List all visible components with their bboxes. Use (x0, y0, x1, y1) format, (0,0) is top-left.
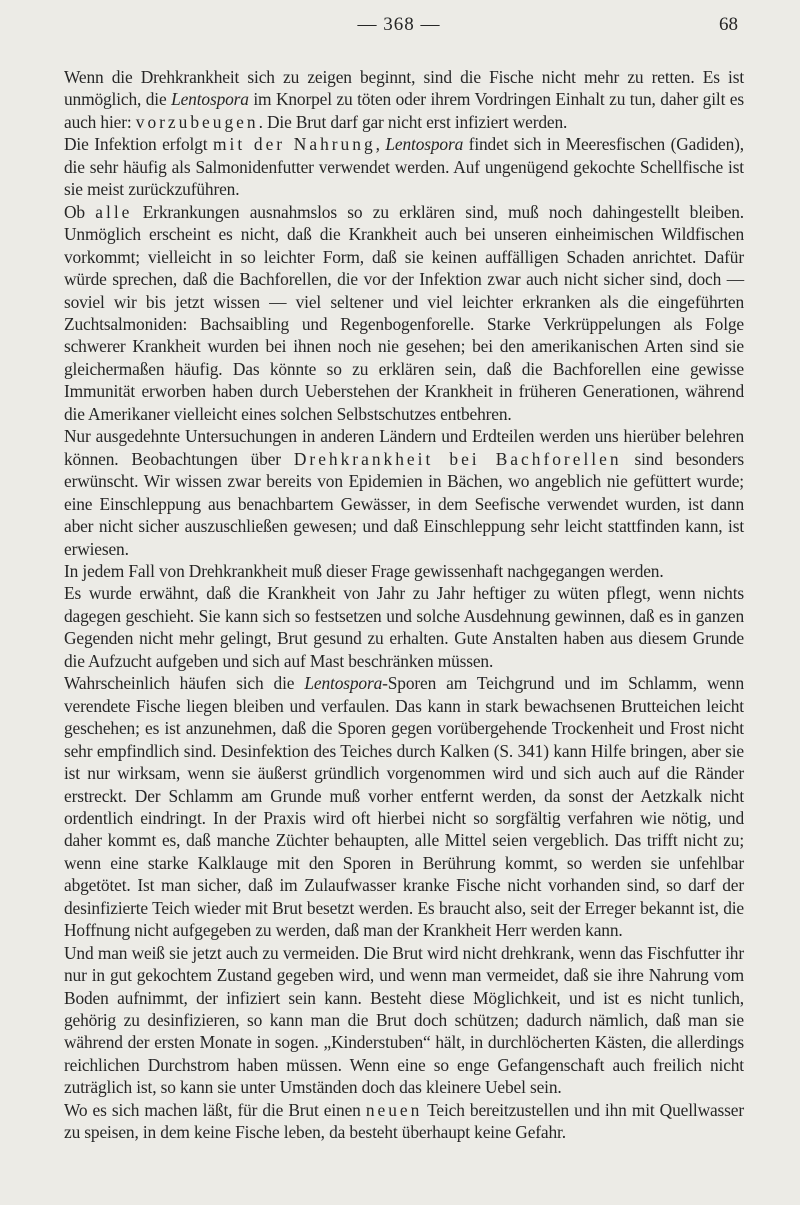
text-run: Erkrankungen ausnahmslos so zu erklären sind, muß noch dahingestellt bleiben. Unmöglich erscheint es nicht, daß die Krankheit auch bei unseren einheimischen Wildfischen vorkommt; vielleicht in so leichter Form, daß sie keinen auffälligen Schaden anrichtet. Dafür würde sprechen, daß die Bachforellen, die vor der Infektion zwar auch nicht sicher sind, doch — soviel wir bis jetzt wissen — viel seltener und viel leichter erkranken als die eingeführten Zuchtsalmoniden: Bachsaibling und Regenbogenforelle. Starke Verkrüppelungen als Folge schwerer Krankheit wurden bei ihnen noch nie gesehen; bei den amerikanischen Arten sind sie gleichermaßen häufig. Das könnte so zu erklären sein, daß die Bachforellen eine gewisse Immunität erworben haben durch Ueberstehen der Krankheit in früheren Generationen, während die Amerikaner vielleicht eines solchen Selbstschutzes entbehren. (64, 201, 745, 424)
text-run: Teich bereitzustellen und ihn mit Quellwasser zu speisen, in dem keine Fische leben, da besteht überhaupt keine Gefahr. (64, 1099, 744, 1143)
paragraph (64, 66, 744, 133)
paragraph (64, 942, 744, 1099)
paragraph (64, 582, 744, 672)
italic-term: Lentospora (304, 673, 383, 694)
text-run: Wahrscheinlich häufen sich die (64, 673, 305, 694)
spaced-emphasis: neuen (365, 1099, 423, 1120)
paragraph (64, 133, 744, 200)
italic-term: Lentospora (385, 134, 464, 155)
text-run: Ob (64, 201, 96, 222)
page-header (60, 10, 738, 40)
text-run: Wo es sich machen läßt, für die Brut einen (64, 1099, 366, 1120)
body-text (64, 66, 744, 1144)
text-run: , (375, 134, 386, 155)
italic-term: Lentospora (171, 89, 249, 110)
text-run: sind besonders erwünscht. Wir wissen zwar bereits von Epidemien in Bächen, wo angeblich nie gefüttert wurde; eine Einschleppung aus benachbartem Gewässer, in dem Seefische verwendet wurden, ist dann aber nicht sicher auszuschließen gewesen; und daß Einschleppung sehr leicht stattfinden kann, ist erwiesen. (64, 448, 744, 559)
spaced-emphasis: mit der Nahrung (213, 134, 376, 155)
text-run: Die Infektion erfolgt (64, 134, 213, 155)
paragraph (64, 1099, 744, 1144)
text-run: Wenn die Drehkrankheit sich zu zeigen beginnt, sind die Fische nicht mehr zu retten. Es ist unmöglich, die (64, 67, 744, 110)
text-run: Es wurde erwähnt, daß die Krankheit von Jahr zu Jahr heftiger zu wüten pflegt, wenn nichts dagegen geschieht. Sie kann sich so festsetzen und solche Ausdehnung gewinnen, daß es in ganzen Gegenden nicht mehr gelingt, Brut gesund zu erhalten. Gute Anstalten haben aus diesem Grunde die Aufzucht aufgeben und sich auf Mast beschränken müssen. (64, 583, 744, 671)
paragraph (64, 672, 744, 941)
text-run: . Die Brut darf gar nicht erst infiziert werden. (258, 111, 568, 132)
text-run: In jedem Fall von Drehkrankheit muß dieser Frage gewissenhaft nachgegangen werden. (64, 560, 664, 581)
spaced-emphasis: alle (95, 201, 133, 222)
text-run: im Knorpel zu töten oder ihrem Vordringen Einhalt zu tun, daher gilt es auch hier: (64, 89, 744, 132)
paragraph (64, 201, 744, 426)
spaced-emphasis: Drehkrankheit bei Bachforellen (293, 448, 622, 469)
paragraph (64, 425, 744, 560)
text-run: -Sporen am Teichgrund und im Schlamm, wenn verendete Fische liegen bleiben und verfaulen. Das kann in stark bewachsenen Brutteichen leicht geschehen; es ist anzunehmen, daß die Sporen gegen vorübergehende Trockenheit und Frost nicht sehr empfindlich sind. Desinfektion des Teiches durch Kalken (S. 341) kann Hilfe bringen, aber sie ist nur wirksam, wenn sie äußerst gründlich vorgenommen wird und sich auch auf die Ränder erstreckt. Der Schlamm am Grunde muß vorher entfernt werden, da sonst der Aetzkalk nicht ordentlich eindringt. In der Praxis wird oft hierbei nicht so sorgfältig verfahren wie nötig, und daher kommt es, daß manche Züchter behaupten, alle Mittel seien vergeblich. Das trifft nicht zu; wenn eine starke Kalklauge mit den Sporen in Berührung kommt, so werden sie unfehlbar abgetötet. Ist man sicher, daß im Zulaufwasser kranke Fische nicht vorhanden sind, so darf der desinfizierte Teich wieder mit Brut besetzt werden. Es braucht also, seit der Erreger bekannt ist, die Hoffnung nicht aufgegeben zu werden, daß man der Krankheit Herr werden kann. (64, 673, 745, 941)
text-run: Und man weiß sie jetzt auch zu vermeiden. Die Brut wird nicht drehkrank, wenn das Fischfutter ihr nur in gut gekochtem Zustand gegeben wird, und wenn man vermeidet, daß sie ihre Nahrung vom Boden aufnimmt, der infiziert sein kann. Besteht diese Möglichkeit, und ist es nicht tunlich, gehörig zu desinfizieren, so kann man die Brut doch schützen; dadurch nämlich, daß man sie während der ersten Monate in sogen. „Kinderstuben“ hält, in durchlöcherten Kästen, die allerdings reichlichen Durchstrom haben müssen. Wenn eine so enge Gefangenschaft auch freilich nicht zuträglich ist, so kann sie unter Umständen doch das kleinere Uebel sein. (64, 942, 744, 1098)
text-run: findet sich in Meeresfischen (Gadiden), die sehr häufig als Salmonidenfutter verwendet werden. Auf ungenügend gekochte Schellfische ist sie meist zurückzuführen. (64, 134, 744, 200)
sheet-number: 68 (719, 14, 738, 35)
page-number: — 368 — (357, 14, 441, 35)
spaced-emphasis: vorzubeugen (135, 111, 259, 132)
paragraph (64, 560, 744, 582)
text-run: Nur ausgedehnte Untersuchungen in anderen Ländern und Erdteilen werden uns hierüber belehren können. Beobachtungen über (64, 426, 744, 469)
